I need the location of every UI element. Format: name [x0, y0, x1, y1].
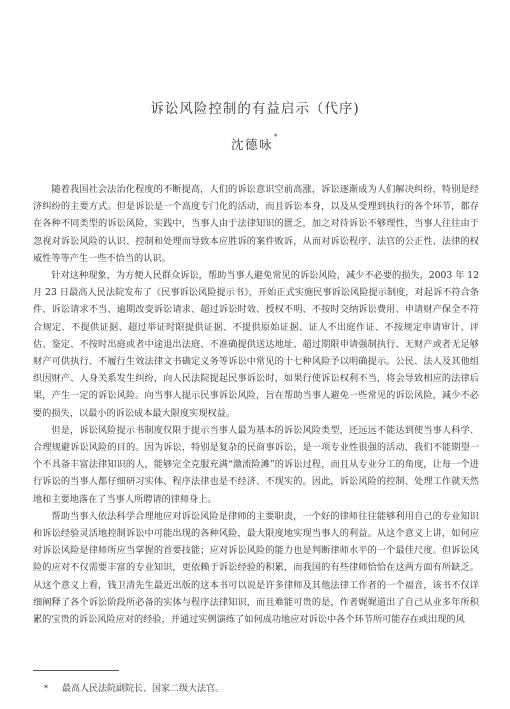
paragraph-1: 随着我国社会法治化程度的不断提高，人们的诉讼意识空前高涨，诉讼逐渐成为人们解决纠纷，特别是经济纠纷的主要方式。但是诉讼是一个高度专门化的活动，而且诉讼本身，以及从受理到执行的各个环节，都存在各种不同类型的诉讼风险，实践中，当事人由于法律知识的匮乏，加之对待诉讼不够理性，当事人往往由于忽视对诉讼风险的认识、控制和处理而导致本应胜诉的案件败诉，从而对诉讼程序、法官的公正性、法律的权威性等等产生一些不恰当的认识。	[33, 184, 479, 264]
footnote-text: 最高人民法院副院长、国家二级大法官。	[62, 684, 225, 694]
author-name: 沈德咏	[230, 137, 273, 152]
author-footnote-marker: *	[274, 133, 279, 141]
footnote-divider	[33, 670, 119, 671]
paragraph-3: 但是，诉讼风险提示书制度仅限于提示当事人最为基本的诉讼风险类型，还远远不能达到使当事人科学、合理规避诉讼风险的目的。因为诉讼，特别是复杂的民商事诉讼，是一项专业性很强的活动，我们不能期望一个不具备丰富法律知识的人，能够完全克服充满“激流险滩”的诉讼过程，而且从专业分工的角度，让每一个进行诉讼的当事人都仔细研习实体、程序法律也是不经济、不现实的。因此，诉讼风险的控制、处理工作就天然地和主要地落在了当事人所聘请的律师身上。	[33, 424, 479, 505]
author-line	[0, 135, 510, 153]
footnote	[44, 681, 224, 694]
paragraph-2: 针对这种现象，为方便人民群众诉讼，帮助当事人避免常见的诉讼风险，减少不必要的损失，2003 年 12 月 23 日最高人民法院发布了《民事诉讼风险提示书》，开始正式实施民事诉讼风险提示制度，对起诉不符合条件、诉讼请求不当、逾期改变诉讼请求、超过诉讼时效、授权不明、不按时交纳诉讼费用、申请财产保全不符合规定、不提供证据、超过举证时限提供证据、不提供原始证据、证人不出庭作证、不按规定申请审计、评估、鉴定、不按时出庭或者中途退出法庭、不准确提供送达地址、超过期限申请强制执行、无财产或者无足够财产可供执行、不履行生效法律文书确定义务等诉讼中常见的十七种风险予以明确提示。公民、法人及其他组织因财产、人身关系发生纠纷，向人民法院提起民事诉讼时，如果行使诉讼权利不当，将会导致相应的法律后果，产生一定的诉讼风险。向当事人提示民事诉讼风险，旨在帮助当事人避免一些常见的诉讼风险，减少不必要的损失，以最小的诉讼成本最大限度实现权益。	[33, 270, 479, 419]
footnote-marker: *	[44, 684, 48, 693]
article-body	[33, 181, 479, 628]
paragraph-4: 帮助当事人依法科学合理地应对诉讼风险是律师的主要职责，一个好的律师往往能够利用自己的专业知识和诉讼经验灵活地控制诉讼中可能出现的各种风险，最大限度地实现当事人的利益。从这个意义上讲，如何应对诉讼风险是律师所应当掌握的首要技能；应对诉讼风险的能力也是判断律师水平的一个最佳尺度。但诉讼风险的应对不仅需要丰富的专业知识，更依赖于诉讼经验的积累，而我国的有些律师恰恰在这两方面有所缺乏。从这个意义上看，钱卫清先生最近出版的这本书可以说是许多律师及其他法律工作者的一个福音，该书不仅详细阐释了各个诉讼阶段所必备的实体与程序法律知识，而且难能可贵的是，作者娓娓道出了自己从业多年所积累的宝贵的诉讼风险应对的经验，并通过实例演练了如何成功地应对诉讼中各个环节所可能存在或出现的风	[33, 510, 479, 626]
article-title: 诉讼风险控制的有益启示（代序)	[150, 101, 360, 117]
